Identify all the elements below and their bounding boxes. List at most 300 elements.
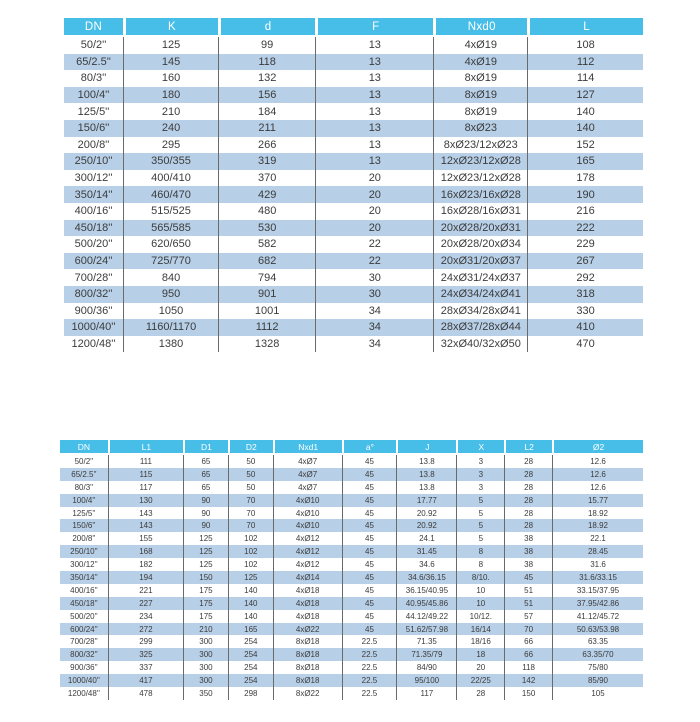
- row-label: 100/4'': [60, 494, 108, 507]
- cell: 90: [183, 507, 228, 520]
- row-label: 900/36'': [60, 661, 108, 674]
- row-label: 600/24'': [64, 253, 123, 270]
- cell: 160: [123, 70, 218, 87]
- cell: 108: [527, 37, 643, 54]
- row-label: 350/14'': [64, 186, 123, 203]
- cell: 118: [504, 661, 552, 674]
- cell: 330: [527, 303, 643, 320]
- cell: 34: [315, 303, 433, 320]
- table-row: [64, 87, 643, 104]
- cell: 8xØ22: [273, 687, 342, 700]
- cell: 3: [456, 481, 504, 494]
- cell: 350/355: [123, 153, 218, 170]
- cell: 5: [456, 519, 504, 532]
- row-label: 1000/40'': [60, 674, 108, 687]
- cell: 165: [527, 153, 643, 170]
- cell: 28.45: [552, 545, 643, 558]
- cell: 45: [342, 507, 397, 520]
- table-row: [60, 558, 643, 571]
- cell: 4xØ18: [273, 610, 342, 623]
- row-label: 1000/40'': [64, 319, 123, 336]
- cell: 1328: [218, 336, 315, 353]
- cell: 155: [108, 532, 183, 545]
- cell: 38: [504, 545, 552, 558]
- cell: 28: [504, 507, 552, 520]
- cell: 22.1: [552, 532, 643, 545]
- cell: 22.5: [342, 687, 397, 700]
- cell: 10: [456, 597, 504, 610]
- cell: 4xØ10: [273, 507, 342, 520]
- cell: 70: [228, 507, 273, 520]
- cell: 16xØ23/16xØ28: [433, 186, 527, 203]
- cell: 8xØ18: [273, 674, 342, 687]
- cell: 45: [342, 545, 397, 558]
- cell: 30: [315, 269, 433, 286]
- column-header: K: [123, 18, 218, 37]
- row-label: 80/3'': [60, 481, 108, 494]
- row-label: 1200/48'': [60, 687, 108, 700]
- cell: 20.92: [396, 507, 456, 520]
- cell: 1160/1170: [123, 319, 218, 336]
- cell: 429: [218, 186, 315, 203]
- cell: 417: [108, 674, 183, 687]
- cell: 45: [342, 494, 397, 507]
- cell: 180: [123, 87, 218, 104]
- cell: 515/525: [123, 203, 218, 220]
- row-label: 125/5'': [64, 103, 123, 120]
- cell: 222: [527, 220, 643, 237]
- cell: 13: [315, 103, 433, 120]
- cell: 4xØ18: [273, 584, 342, 597]
- cell: 1050: [123, 303, 218, 320]
- cell: 1112: [218, 319, 315, 336]
- table-row: [60, 635, 643, 648]
- cell: 51.62/57.98: [396, 623, 456, 636]
- cell: 182: [108, 558, 183, 571]
- column-header: Ø2: [552, 440, 643, 455]
- cell: 267: [527, 253, 643, 270]
- column-header: DN: [64, 18, 123, 37]
- cell: 4xØ7: [273, 468, 342, 481]
- cell: 90: [183, 519, 228, 532]
- cell: 184: [218, 103, 315, 120]
- row-label: 150/6'': [64, 120, 123, 137]
- cell: 229: [527, 236, 643, 253]
- cell: 211: [218, 120, 315, 137]
- cell: 216: [527, 203, 643, 220]
- cell: 13: [315, 120, 433, 137]
- cell: 28: [504, 494, 552, 507]
- cell: 3: [456, 468, 504, 481]
- shaft-dimensions-table: [60, 440, 643, 700]
- table-row: [64, 269, 643, 286]
- cell: 565/585: [123, 220, 218, 237]
- cell: 45: [342, 468, 397, 481]
- cell: 13: [315, 137, 433, 154]
- cell: 115: [108, 468, 183, 481]
- row-label: 65/2.5'': [64, 54, 123, 71]
- cell: 36.15/40.95: [396, 584, 456, 597]
- cell: 620/650: [123, 236, 218, 253]
- cell: 28: [456, 687, 504, 700]
- cell: 8xØ19: [433, 87, 527, 104]
- cell: 318: [527, 286, 643, 303]
- column-header: F: [315, 18, 433, 37]
- row-label: 900/36'': [64, 303, 123, 320]
- cell: 370: [218, 170, 315, 187]
- cell: 45: [342, 558, 397, 571]
- table-row: [60, 687, 643, 700]
- cell: 5: [456, 507, 504, 520]
- cell: 4xØ12: [273, 532, 342, 545]
- row-label: 200/8'': [60, 532, 108, 545]
- cell: 20: [315, 170, 433, 187]
- cell: 28: [504, 455, 552, 468]
- cell: 50.63/53.98: [552, 623, 643, 636]
- table-row: [60, 623, 643, 636]
- cell: 66: [504, 635, 552, 648]
- cell: 20.92: [396, 519, 456, 532]
- cell: 4xØ19: [433, 54, 527, 71]
- cell: 127: [527, 87, 643, 104]
- cell: 12xØ23/12xØ28: [433, 170, 527, 187]
- column-header: DN: [60, 440, 108, 455]
- cell: 5: [456, 532, 504, 545]
- table-row: [64, 37, 643, 54]
- cell: 1380: [123, 336, 218, 353]
- cell: 175: [183, 610, 228, 623]
- cell: 132: [218, 70, 315, 87]
- column-header: L1: [108, 440, 183, 455]
- cell: 45: [342, 584, 397, 597]
- cell: 85/90: [552, 674, 643, 687]
- cell: 45: [342, 532, 397, 545]
- cell: 24.1: [396, 532, 456, 545]
- cell: 13: [315, 37, 433, 54]
- row-label: 125/5'': [60, 507, 108, 520]
- cell: 901: [218, 286, 315, 303]
- cell: 319: [218, 153, 315, 170]
- cell: 16/14: [456, 623, 504, 636]
- row-label: 200/8'': [64, 137, 123, 154]
- cell: 5: [456, 494, 504, 507]
- cell: 24xØ34/24xØ41: [433, 286, 527, 303]
- cell: 112: [527, 54, 643, 71]
- cell: 28: [504, 519, 552, 532]
- cell: 50: [228, 468, 273, 481]
- cell: 50: [228, 455, 273, 468]
- row-label: 450/18'': [64, 220, 123, 237]
- column-header: D2: [228, 440, 273, 455]
- cell: 165: [228, 623, 273, 636]
- table-row: [64, 153, 643, 170]
- cell: 28xØ34/28xØ41: [433, 303, 527, 320]
- row-label: 250/10'': [64, 153, 123, 170]
- cell: 12.6: [552, 468, 643, 481]
- cell: 45: [342, 455, 397, 468]
- cell: 33.15/37.95: [552, 584, 643, 597]
- cell: 45: [342, 610, 397, 623]
- cell: 272: [108, 623, 183, 636]
- cell: 143: [108, 519, 183, 532]
- cell: 300: [183, 648, 228, 661]
- cell: 254: [228, 648, 273, 661]
- cell: 190: [527, 186, 643, 203]
- column-header: L: [527, 18, 643, 37]
- cell: 65: [183, 455, 228, 468]
- table-row: [60, 661, 643, 674]
- cell: 28xØ37/28xØ44: [433, 319, 527, 336]
- cell: 4xØ19: [433, 37, 527, 54]
- cell: 4xØ12: [273, 545, 342, 558]
- cell: 114: [527, 70, 643, 87]
- cell: 22: [315, 253, 433, 270]
- cell: 300: [183, 674, 228, 687]
- cell: 34.6: [396, 558, 456, 571]
- cell: 117: [396, 687, 456, 700]
- cell: 18/16: [456, 635, 504, 648]
- column-header: X: [456, 440, 504, 455]
- shaft-dimensions-section: [60, 440, 643, 700]
- cell: 22/25: [456, 674, 504, 687]
- cell: 8xØ19: [433, 103, 527, 120]
- cell: 22.5: [342, 635, 397, 648]
- cell: 480: [218, 203, 315, 220]
- cell: 70: [228, 494, 273, 507]
- cell: 24xØ31/24xØ37: [433, 269, 527, 286]
- cell: 530: [218, 220, 315, 237]
- cell: 102: [228, 545, 273, 558]
- cell: 470: [527, 336, 643, 353]
- cell: 105: [552, 687, 643, 700]
- cell: 266: [218, 137, 315, 154]
- header-row: [64, 18, 643, 37]
- table-row: [60, 610, 643, 623]
- cell: 840: [123, 269, 218, 286]
- column-header: d: [218, 18, 315, 37]
- table-row: [60, 571, 643, 584]
- cell: 51: [504, 597, 552, 610]
- table-row: [60, 481, 643, 494]
- cell: 350: [183, 687, 228, 700]
- cell: 22.5: [342, 674, 397, 687]
- table-row: [64, 303, 643, 320]
- table-row: [64, 120, 643, 137]
- cell: 140: [228, 584, 273, 597]
- column-header: Nxd0: [433, 18, 527, 37]
- cell: 70: [228, 519, 273, 532]
- cell: 950: [123, 286, 218, 303]
- cell: 95/100: [396, 674, 456, 687]
- flange-dimensions-table: [64, 18, 643, 352]
- row-label: 50/2'': [60, 455, 108, 468]
- cell: 125: [183, 558, 228, 571]
- cell: 145: [123, 54, 218, 71]
- row-label: 1200/48'': [64, 336, 123, 353]
- cell: 70: [504, 623, 552, 636]
- table-row: [60, 507, 643, 520]
- table-row: [60, 584, 643, 597]
- cell: 45: [342, 623, 397, 636]
- cell: 4xØ10: [273, 494, 342, 507]
- cell: 31.6: [552, 558, 643, 571]
- cell: 240: [123, 120, 218, 137]
- column-header: a°: [342, 440, 397, 455]
- cell: 22.5: [342, 661, 397, 674]
- table-row: [64, 70, 643, 87]
- table-row: [60, 597, 643, 610]
- cell: 300: [183, 635, 228, 648]
- cell: 28: [504, 468, 552, 481]
- cell: 460/470: [123, 186, 218, 203]
- cell: 63.35/70: [552, 648, 643, 661]
- cell: 18.92: [552, 507, 643, 520]
- cell: 8/10.: [456, 571, 504, 584]
- cell: 31.45: [396, 545, 456, 558]
- cell: 99: [218, 37, 315, 54]
- cell: 337: [108, 661, 183, 674]
- table-row: [60, 648, 643, 661]
- row-label: 300/12'': [64, 170, 123, 187]
- row-label: 500/20'': [60, 610, 108, 623]
- cell: 125: [183, 532, 228, 545]
- cell: 8: [456, 558, 504, 571]
- cell: 298: [228, 687, 273, 700]
- cell: 45: [342, 519, 397, 532]
- cell: 10/12.: [456, 610, 504, 623]
- cell: 168: [108, 545, 183, 558]
- cell: 4xØ12: [273, 558, 342, 571]
- cell: 175: [183, 584, 228, 597]
- cell: 295: [123, 137, 218, 154]
- cell: 150: [183, 571, 228, 584]
- cell: 20: [456, 661, 504, 674]
- cell: 18.92: [552, 519, 643, 532]
- cell: 13: [315, 70, 433, 87]
- table-row: [64, 253, 643, 270]
- cell: 31.6/33.15: [552, 571, 643, 584]
- cell: 478: [108, 687, 183, 700]
- column-header: L2: [504, 440, 552, 455]
- cell: 13: [315, 54, 433, 71]
- cell: 117: [108, 481, 183, 494]
- cell: 4xØ18: [273, 597, 342, 610]
- cell: 194: [108, 571, 183, 584]
- cell: 28: [504, 481, 552, 494]
- cell: 41.12/45.72: [552, 610, 643, 623]
- cell: 65: [183, 481, 228, 494]
- row-label: 250/10'': [60, 545, 108, 558]
- cell: 84/90: [396, 661, 456, 674]
- cell: 125: [183, 545, 228, 558]
- row-label: 800/32'': [60, 648, 108, 661]
- row-label: 400/16'': [60, 584, 108, 597]
- cell: 13.8: [396, 468, 456, 481]
- table-row: [64, 54, 643, 71]
- cell: 32xØ40/32xØ50: [433, 336, 527, 353]
- cell: 299: [108, 635, 183, 648]
- table-row: [60, 455, 643, 468]
- cell: 210: [123, 103, 218, 120]
- cell: 16xØ28/16xØ31: [433, 203, 527, 220]
- cell: 210: [183, 623, 228, 636]
- cell: 8xØ18: [273, 635, 342, 648]
- cell: 8xØ19: [433, 70, 527, 87]
- row-label: 600/24'': [60, 623, 108, 636]
- cell: 12.6: [552, 455, 643, 468]
- table-row: [64, 137, 643, 154]
- table-row: [64, 103, 643, 120]
- cell: 66: [504, 648, 552, 661]
- cell: 75/80: [552, 661, 643, 674]
- cell: 156: [218, 87, 315, 104]
- cell: 20: [315, 186, 433, 203]
- table-row: [64, 236, 643, 253]
- cell: 38: [504, 558, 552, 571]
- cell: 57: [504, 610, 552, 623]
- cell: 410: [527, 319, 643, 336]
- row-label: 300/12'': [60, 558, 108, 571]
- row-label: 50/2'': [64, 37, 123, 54]
- cell: 38: [504, 532, 552, 545]
- cell: 65: [183, 468, 228, 481]
- table-row: [60, 468, 643, 481]
- cell: 13.8: [396, 481, 456, 494]
- cell: 45: [342, 481, 397, 494]
- cell: 20: [315, 203, 433, 220]
- cell: 37.95/42.86: [552, 597, 643, 610]
- cell: 582: [218, 236, 315, 253]
- cell: 150: [504, 687, 552, 700]
- row-label: 80/3'': [64, 70, 123, 87]
- table-row: [64, 170, 643, 187]
- cell: 17.77: [396, 494, 456, 507]
- cell: 22.5: [342, 648, 397, 661]
- cell: 20xØ28/20xØ31: [433, 220, 527, 237]
- cell: 152: [527, 137, 643, 154]
- cell: 34: [315, 319, 433, 336]
- cell: 8: [456, 545, 504, 558]
- flange-dimensions-section: [64, 18, 643, 352]
- table-row: [64, 319, 643, 336]
- cell: 292: [527, 269, 643, 286]
- cell: 90: [183, 494, 228, 507]
- cell: 10: [456, 584, 504, 597]
- cell: 254: [228, 674, 273, 687]
- cell: 12.6: [552, 481, 643, 494]
- cell: 15.77: [552, 494, 643, 507]
- cell: 8xØ23/12xØ23: [433, 137, 527, 154]
- cell: 4xØ7: [273, 481, 342, 494]
- cell: 45: [342, 571, 397, 584]
- cell: 102: [228, 558, 273, 571]
- table-row: [64, 336, 643, 353]
- cell: 125: [123, 37, 218, 54]
- cell: 50: [228, 481, 273, 494]
- cell: 300: [183, 661, 228, 674]
- row-label: 400/16'': [64, 203, 123, 220]
- row-label: 700/28'': [60, 635, 108, 648]
- cell: 8xØ18: [273, 661, 342, 674]
- cell: 18: [456, 648, 504, 661]
- cell: 130: [108, 494, 183, 507]
- cell: 142: [504, 674, 552, 687]
- cell: 682: [218, 253, 315, 270]
- cell: 71.35/79: [396, 648, 456, 661]
- cell: 34: [315, 336, 433, 353]
- cell: 45: [342, 597, 397, 610]
- row-label: 500/20'': [64, 236, 123, 253]
